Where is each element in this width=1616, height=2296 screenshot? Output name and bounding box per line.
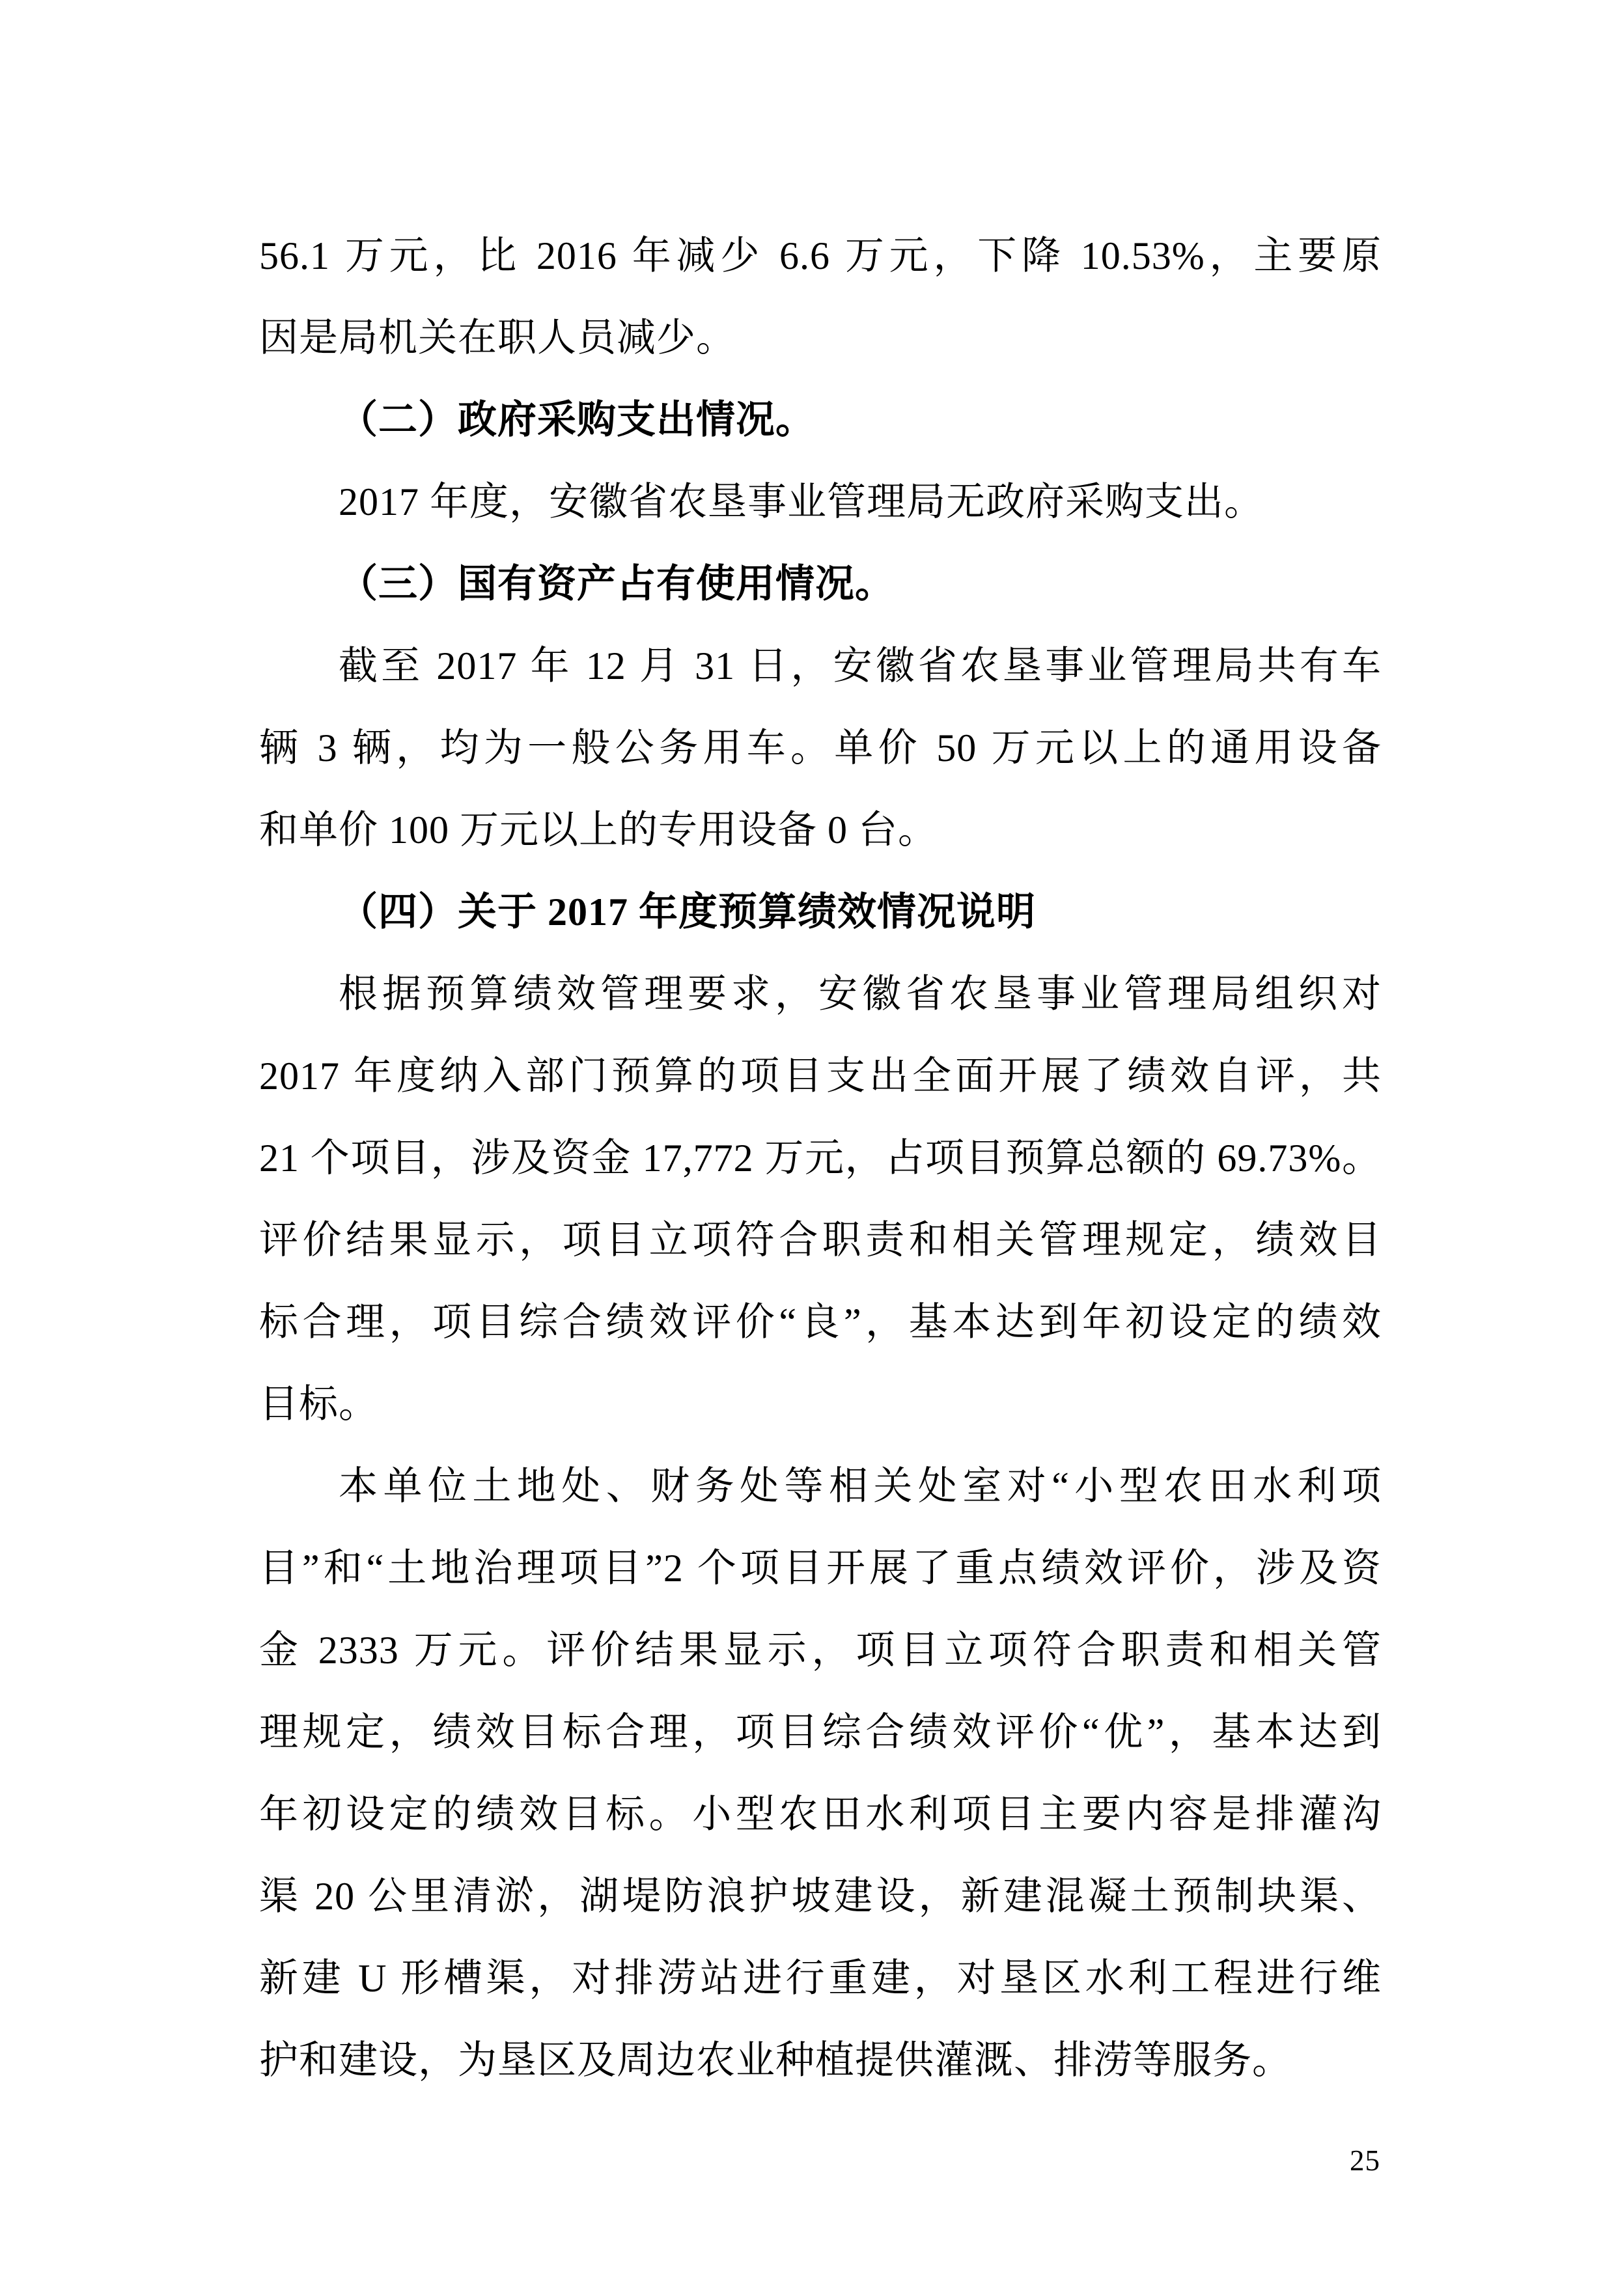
page-number: 25	[1350, 2144, 1380, 2177]
text-line: 21 个项目，涉及资金 17,772 万元，占项目预算总额的 69.73%。	[259, 1137, 1382, 1180]
section-heading: （四）关于 2017 年度预算绩效情况说明	[339, 891, 1036, 934]
section-heading: （三）国有资产占有使用情况。	[339, 562, 895, 605]
text-line: 新建 U 形槽渠，对排涝站进行重建，对垦区水利工程进行维	[259, 1957, 1382, 2000]
text-line: 56.1 万元，比 2016 年减少 6.6 万元，下降 10.53%，主要原	[259, 234, 1382, 277]
text-line: 渠 20 公里清淤，湖堤防浪护坡建设，新建混凝土预制块渠、	[259, 1875, 1382, 1918]
text-line: 截至 2017 年 12 月 31 日，安徽省农垦事业管理局共有车	[339, 644, 1382, 687]
section-heading: （二）政府采购支出情况。	[339, 398, 815, 441]
text-line: 2017 年度纳入部门预算的项目支出全面开展了绩效自评，共	[259, 1055, 1382, 1098]
text-line: 年初设定的绩效目标。小型农田水利项目主要内容是排灌沟	[259, 1793, 1382, 1836]
text-line: 辆 3 辆，均为一般公务用车。单价 50 万元以上的通用设备	[259, 726, 1382, 769]
text-line: 金 2333 万元。评价结果显示，项目立项符合职责和相关管	[259, 1629, 1382, 1672]
text-line: 目”和“土地治理项目”2 个项目开展了重点绩效评价，涉及资	[259, 1547, 1382, 1590]
text-line: 和单价 100 万元以上的专用设备 0 台。	[259, 809, 938, 851]
text-line: 理规定，绩效目标合理，项目综合绩效评价“优”，基本达到	[259, 1711, 1382, 1754]
text-line: 护和建设，为垦区及周边农业种植提供灌溉、排涝等服务。	[259, 2039, 1292, 2082]
text-line: 本单位土地处、财务处等相关处室对“小型农田水利项	[339, 1465, 1382, 1508]
text-line: 2017 年度，安徽省农垦事业管理局无政府采购支出。	[339, 480, 1264, 523]
text-line: 评价结果显示，项目立项符合职责和相关管理规定，绩效目	[259, 1219, 1382, 1262]
text-line: 因是局机关在职人员减少。	[259, 316, 736, 359]
document-text-block	[259, 215, 1382, 2101]
text-line: 目标。	[259, 1383, 378, 1426]
text-line: 根据预算绩效管理要求，安徽省农垦事业管理局组织对	[339, 973, 1382, 1016]
text-line: 标合理，项目综合绩效评价“良”，基本达到年初设定的绩效	[259, 1301, 1382, 1344]
